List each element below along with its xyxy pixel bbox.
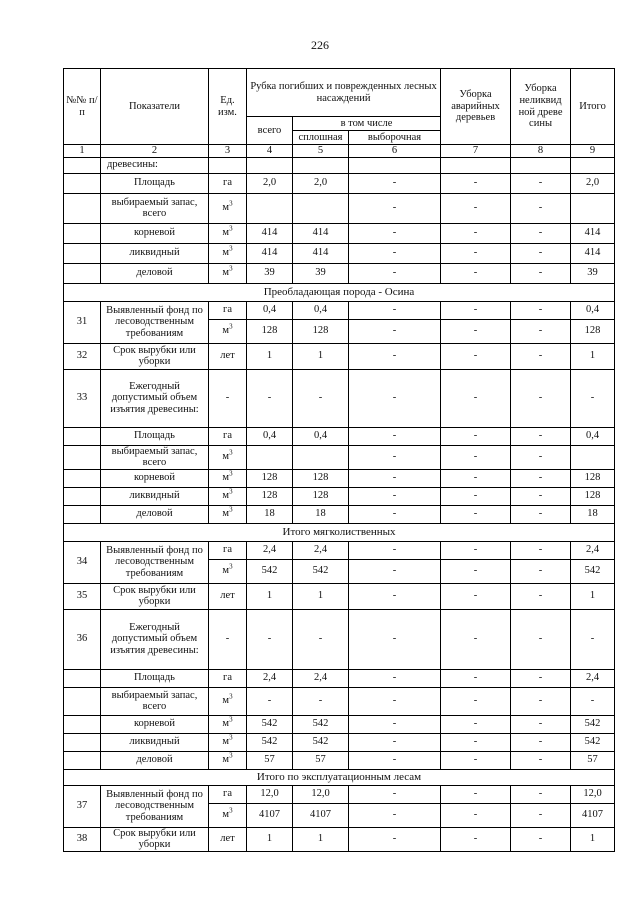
- row-num: [64, 487, 101, 505]
- value-clear: 542: [293, 733, 349, 751]
- value-clear: [293, 157, 349, 173]
- value-emergency: -: [441, 427, 511, 445]
- row-label: деловой: [101, 751, 209, 769]
- value-emergency: -: [441, 263, 511, 283]
- value-emergency: -: [441, 687, 511, 715]
- value-total: 4107: [247, 803, 293, 827]
- value-clear: 1: [293, 583, 349, 609]
- value-result: 2,4: [571, 541, 615, 559]
- value-illiquid: -: [511, 243, 571, 263]
- table-row: [64, 609, 615, 669]
- table-row: [64, 157, 615, 173]
- value-illiquid: -: [511, 669, 571, 687]
- value-total: [247, 193, 293, 223]
- value-emergency: -: [441, 803, 511, 827]
- row-unit: га: [209, 541, 247, 559]
- row-num: [64, 263, 101, 283]
- table-row: [64, 193, 615, 223]
- value-selective: [349, 157, 441, 173]
- value-total: 542: [247, 559, 293, 583]
- value-emergency: -: [441, 609, 511, 669]
- row-unit: $м^3$: [209, 263, 247, 283]
- value-result: 1: [571, 343, 615, 369]
- value-emergency: -: [441, 243, 511, 263]
- row-unit: га: [209, 173, 247, 193]
- value-total: -: [247, 609, 293, 669]
- row-unit: лет: [209, 583, 247, 609]
- column-number: 7: [441, 145, 511, 158]
- value-result: 1: [571, 827, 615, 851]
- value-result: -: [571, 687, 615, 715]
- row-unit: га: [209, 669, 247, 687]
- value-clear: 4107: [293, 803, 349, 827]
- value-illiquid: -: [511, 715, 571, 733]
- value-total: -: [247, 369, 293, 427]
- row-unit: $м^3$: [209, 469, 247, 487]
- value-selective: -: [349, 609, 441, 669]
- table-row: [64, 583, 615, 609]
- row-label: выбираемый запас, всего: [101, 687, 209, 715]
- value-selective: -: [349, 559, 441, 583]
- value-total: 1: [247, 827, 293, 851]
- table-row: [64, 785, 615, 803]
- value-clear: 57: [293, 751, 349, 769]
- value-result: 128: [571, 319, 615, 343]
- value-illiquid: -: [511, 487, 571, 505]
- table-row: [64, 445, 615, 469]
- value-emergency: -: [441, 469, 511, 487]
- row-num: [64, 505, 101, 523]
- row-label: корневой: [101, 223, 209, 243]
- value-result: [571, 157, 615, 173]
- value-illiquid: -: [511, 193, 571, 223]
- row-unit: -: [209, 609, 247, 669]
- value-selective: -: [349, 193, 441, 223]
- forest-table: [63, 68, 615, 852]
- value-result: 414: [571, 243, 615, 263]
- row-label: деловой: [101, 505, 209, 523]
- row-unit: $м^3$: [209, 505, 247, 523]
- value-emergency: -: [441, 369, 511, 427]
- column-number: 1: [64, 145, 101, 158]
- row-unit: $м^3$: [209, 803, 247, 827]
- header-indicators: Показатели: [101, 69, 209, 145]
- row-label: выбираемый запас, всего: [101, 445, 209, 469]
- column-number: 2: [101, 145, 209, 158]
- row-num: 37: [64, 785, 101, 827]
- row-label: корневой: [101, 469, 209, 487]
- row-num: [64, 715, 101, 733]
- table-row: [64, 487, 615, 505]
- value-emergency: -: [441, 669, 511, 687]
- value-selective: -: [349, 751, 441, 769]
- value-emergency: -: [441, 301, 511, 319]
- row-num: 33: [64, 369, 101, 427]
- row-label: ликвидный: [101, 243, 209, 263]
- value-result: 0,4: [571, 427, 615, 445]
- value-total: 128: [247, 319, 293, 343]
- value-clear: 414: [293, 223, 349, 243]
- table-row: [64, 263, 615, 283]
- value-clear: 128: [293, 319, 349, 343]
- value-emergency: -: [441, 193, 511, 223]
- row-label: Срок вырубки или уборки: [101, 583, 209, 609]
- column-number: 4: [247, 145, 293, 158]
- value-total: 18: [247, 505, 293, 523]
- value-total: [247, 157, 293, 173]
- table-row: [64, 343, 615, 369]
- value-selective: -: [349, 223, 441, 243]
- row-unit: лет: [209, 343, 247, 369]
- value-selective: -: [349, 469, 441, 487]
- value-total: 57: [247, 751, 293, 769]
- value-result: -: [571, 369, 615, 427]
- row-num: [64, 427, 101, 445]
- value-result: 542: [571, 733, 615, 751]
- value-result: 128: [571, 469, 615, 487]
- header-emergency: Уборка аварийных деревьев: [441, 69, 511, 145]
- value-clear: 0,4: [293, 301, 349, 319]
- value-total: 1: [247, 583, 293, 609]
- value-illiquid: -: [511, 803, 571, 827]
- value-result: 542: [571, 715, 615, 733]
- value-selective: -: [349, 487, 441, 505]
- value-total: -: [247, 687, 293, 715]
- value-selective: -: [349, 319, 441, 343]
- value-total: 12,0: [247, 785, 293, 803]
- row-label: Срок вырубки или уборки: [101, 827, 209, 851]
- value-selective: -: [349, 785, 441, 803]
- row-unit: $м^3$: [209, 193, 247, 223]
- row-label: Площадь: [101, 669, 209, 687]
- row-label: деловой: [101, 263, 209, 283]
- section-title: Преобладающая порода - Осина: [64, 283, 615, 301]
- table-row: [64, 301, 615, 319]
- column-number: 9: [571, 145, 615, 158]
- value-result: 57: [571, 751, 615, 769]
- header-selective: выборочная: [349, 131, 441, 145]
- value-illiquid: -: [511, 541, 571, 559]
- value-emergency: -: [441, 505, 511, 523]
- value-clear: -: [293, 687, 349, 715]
- value-total: 128: [247, 469, 293, 487]
- value-clear: 2,4: [293, 541, 349, 559]
- row-unit: $м^3$: [209, 687, 247, 715]
- section-row: [64, 283, 615, 301]
- header-felling: Рубка погибших и поврежденных лесных насаждений: [247, 69, 441, 117]
- row-label: ликвидный: [101, 487, 209, 505]
- column-number: 8: [511, 145, 571, 158]
- value-selective: -: [349, 505, 441, 523]
- value-selective: -: [349, 733, 441, 751]
- table-row: [64, 145, 615, 158]
- value-clear: 0,4: [293, 427, 349, 445]
- table-row: [64, 427, 615, 445]
- value-illiquid: -: [511, 583, 571, 609]
- value-clear: 128: [293, 487, 349, 505]
- value-total: 542: [247, 733, 293, 751]
- value-emergency: -: [441, 751, 511, 769]
- value-emergency: -: [441, 583, 511, 609]
- row-unit: $м^3$: [209, 487, 247, 505]
- value-selective: -: [349, 715, 441, 733]
- value-total: 2,4: [247, 669, 293, 687]
- value-illiquid: -: [511, 369, 571, 427]
- value-selective: -: [349, 687, 441, 715]
- value-illiquid: -: [511, 427, 571, 445]
- row-unit: га: [209, 427, 247, 445]
- value-illiquid: -: [511, 445, 571, 469]
- value-emergency: -: [441, 541, 511, 559]
- row-unit: [209, 157, 247, 173]
- value-illiquid: -: [511, 687, 571, 715]
- value-clear: -: [293, 609, 349, 669]
- value-selective: -: [349, 803, 441, 827]
- header-num: №№ п/п: [64, 69, 101, 145]
- value-illiquid: -: [511, 469, 571, 487]
- value-selective: -: [349, 427, 441, 445]
- value-result: 128: [571, 487, 615, 505]
- row-label: Площадь: [101, 427, 209, 445]
- row-num: [64, 469, 101, 487]
- value-result: 2,0: [571, 173, 615, 193]
- value-clear: 1: [293, 827, 349, 851]
- value-illiquid: -: [511, 301, 571, 319]
- page-number: 226: [311, 38, 329, 52]
- table-row: [64, 715, 615, 733]
- value-total: 39: [247, 263, 293, 283]
- value-total: 542: [247, 715, 293, 733]
- value-illiquid: -: [511, 733, 571, 751]
- value-illiquid: -: [511, 263, 571, 283]
- value-clear: -: [293, 369, 349, 427]
- row-unit: $м^3$: [209, 751, 247, 769]
- row-label: корневой: [101, 715, 209, 733]
- value-total: 0,4: [247, 427, 293, 445]
- row-unit: га: [209, 301, 247, 319]
- row-unit: $м^3$: [209, 559, 247, 583]
- table-row: [64, 243, 615, 263]
- value-emergency: -: [441, 319, 511, 343]
- header-illiquid: Уборка нeликвид ной древе сины: [511, 69, 571, 145]
- value-selective: -: [349, 541, 441, 559]
- value-emergency: -: [441, 733, 511, 751]
- row-unit: $м^3$: [209, 243, 247, 263]
- value-result: 0,4: [571, 301, 615, 319]
- section-row: [64, 523, 615, 541]
- value-clear: 542: [293, 715, 349, 733]
- row-num: 35: [64, 583, 101, 609]
- row-label: Ежегодный допустимый объем изъятия древесины:: [101, 609, 209, 669]
- value-selective: -: [349, 583, 441, 609]
- row-num: [64, 243, 101, 263]
- row-unit: лет: [209, 827, 247, 851]
- row-num: 31: [64, 301, 101, 343]
- value-total: 0,4: [247, 301, 293, 319]
- table-row: [64, 173, 615, 193]
- row-num: 36: [64, 609, 101, 669]
- row-label: Выявленный фонд по лесоводственным требованиям: [101, 785, 209, 827]
- value-total: 414: [247, 223, 293, 243]
- row-unit: $м^3$: [209, 445, 247, 469]
- row-unit: $м^3$: [209, 223, 247, 243]
- table-row: [64, 369, 615, 427]
- value-emergency: -: [441, 827, 511, 851]
- value-result: 2,4: [571, 669, 615, 687]
- value-illiquid: -: [511, 559, 571, 583]
- value-clear: [293, 193, 349, 223]
- table-row: [64, 687, 615, 715]
- column-number: 5: [293, 145, 349, 158]
- value-clear: [293, 445, 349, 469]
- value-result: 542: [571, 559, 615, 583]
- value-illiquid: -: [511, 785, 571, 803]
- value-total: [247, 445, 293, 469]
- value-selective: -: [349, 343, 441, 369]
- value-selective: -: [349, 827, 441, 851]
- row-unit: $м^3$: [209, 733, 247, 751]
- row-num: 32: [64, 343, 101, 369]
- value-clear: 1: [293, 343, 349, 369]
- section-title: Итого по эксплуатационным лесам: [64, 769, 615, 785]
- value-emergency: -: [441, 487, 511, 505]
- value-result: 414: [571, 223, 615, 243]
- row-num: [64, 733, 101, 751]
- value-illiquid: -: [511, 827, 571, 851]
- value-result: 4107: [571, 803, 615, 827]
- value-selective: -: [349, 669, 441, 687]
- section-row: [64, 769, 615, 785]
- value-emergency: -: [441, 223, 511, 243]
- table-row: [64, 223, 615, 243]
- value-clear: 542: [293, 559, 349, 583]
- value-illiquid: -: [511, 173, 571, 193]
- value-illiquid: -: [511, 319, 571, 343]
- row-unit: га: [209, 785, 247, 803]
- header-including: в том числе: [293, 117, 441, 131]
- row-num: [64, 223, 101, 243]
- value-result: 12,0: [571, 785, 615, 803]
- row-label: ликвидный: [101, 733, 209, 751]
- table-row: [64, 541, 615, 559]
- table-row: [64, 827, 615, 851]
- value-clear: 414: [293, 243, 349, 263]
- header-result: Итого: [571, 69, 615, 145]
- row-unit: -: [209, 369, 247, 427]
- value-clear: 12,0: [293, 785, 349, 803]
- row-num: [64, 445, 101, 469]
- value-illiquid: -: [511, 343, 571, 369]
- value-total: 128: [247, 487, 293, 505]
- value-selective: -: [349, 263, 441, 283]
- row-unit: $м^3$: [209, 319, 247, 343]
- header-clear: сплошная: [293, 131, 349, 145]
- table-row: [64, 751, 615, 769]
- value-result: 1: [571, 583, 615, 609]
- value-emergency: [441, 157, 511, 173]
- value-clear: 39: [293, 263, 349, 283]
- value-selective: -: [349, 173, 441, 193]
- value-emergency: -: [441, 173, 511, 193]
- row-num: [64, 687, 101, 715]
- value-result: 39: [571, 263, 615, 283]
- value-selective: -: [349, 369, 441, 427]
- row-unit: $м^3$: [209, 715, 247, 733]
- section-title: Итого мягколиственных: [64, 523, 615, 541]
- row-label: Срок вырубки или уборки: [101, 343, 209, 369]
- value-emergency: -: [441, 559, 511, 583]
- value-selective: -: [349, 243, 441, 263]
- value-clear: 128: [293, 469, 349, 487]
- row-label: Площадь: [101, 173, 209, 193]
- value-illiquid: -: [511, 609, 571, 669]
- row-num: [64, 751, 101, 769]
- value-total: 414: [247, 243, 293, 263]
- header-total-sub: всего: [247, 117, 293, 145]
- row-num: [64, 173, 101, 193]
- table-row: [64, 505, 615, 523]
- row-num: 34: [64, 541, 101, 583]
- value-illiquid: -: [511, 223, 571, 243]
- value-clear: 2,0: [293, 173, 349, 193]
- value-emergency: -: [441, 445, 511, 469]
- value-result: [571, 193, 615, 223]
- column-number: 3: [209, 145, 247, 158]
- value-illiquid: [511, 157, 571, 173]
- row-num: [64, 157, 101, 173]
- value-emergency: -: [441, 785, 511, 803]
- value-total: 2,4: [247, 541, 293, 559]
- row-label: Выявленный фонд по лесоводственным требованиям: [101, 301, 209, 343]
- column-number: 6: [349, 145, 441, 158]
- row-label: древесины:: [101, 157, 209, 173]
- header-unit: Ед. изм.: [209, 69, 247, 145]
- value-total: 1: [247, 343, 293, 369]
- value-illiquid: -: [511, 505, 571, 523]
- value-result: [571, 445, 615, 469]
- row-num: 38: [64, 827, 101, 851]
- row-label: выбираемый запас, всего: [101, 193, 209, 223]
- table-row: [64, 669, 615, 687]
- value-clear: 18: [293, 505, 349, 523]
- row-label: Выявленный фонд по лесоводственным требованиям: [101, 541, 209, 583]
- table-row: [64, 469, 615, 487]
- value-selective: -: [349, 445, 441, 469]
- value-result: 18: [571, 505, 615, 523]
- value-illiquid: -: [511, 751, 571, 769]
- value-emergency: -: [441, 343, 511, 369]
- row-num: [64, 193, 101, 223]
- value-selective: -: [349, 301, 441, 319]
- value-total: 2,0: [247, 173, 293, 193]
- value-emergency: -: [441, 715, 511, 733]
- value-clear: 2,4: [293, 669, 349, 687]
- row-num: [64, 669, 101, 687]
- value-result: -: [571, 609, 615, 669]
- table-row: [64, 733, 615, 751]
- row-label: Ежегодный допустимый объем изъятия древесины:: [101, 369, 209, 427]
